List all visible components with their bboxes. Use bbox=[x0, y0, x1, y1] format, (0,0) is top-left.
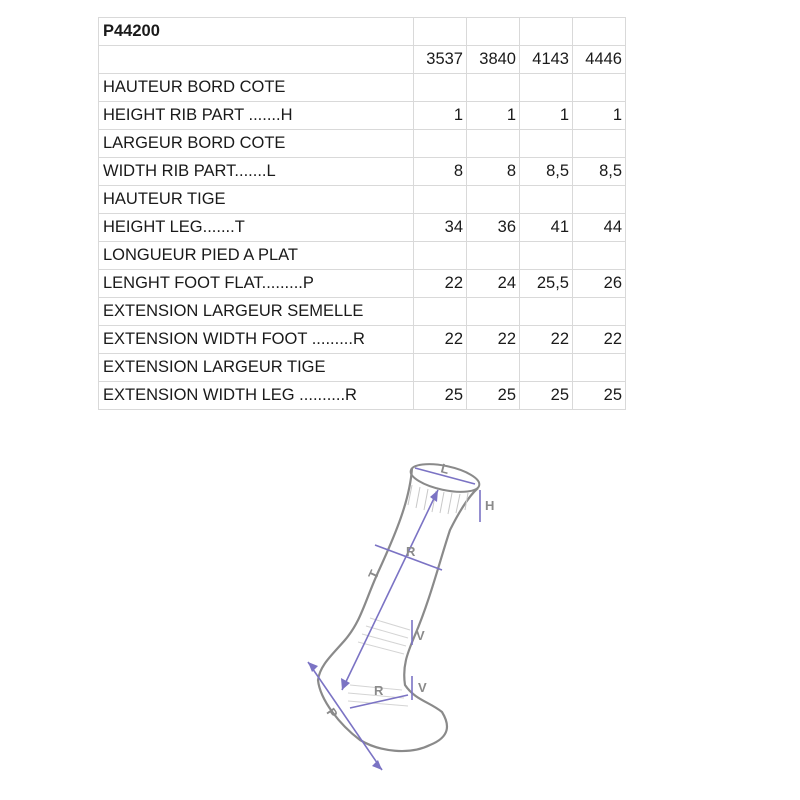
measure-P bbox=[308, 662, 382, 770]
cell-value: 8 bbox=[414, 158, 467, 186]
cell-value: 25 bbox=[520, 382, 573, 410]
table-row-fr bbox=[99, 242, 626, 270]
cell-value: 44 bbox=[573, 214, 626, 242]
size-header: 4446 bbox=[573, 46, 626, 74]
row-label-en: WIDTH RIB PART.......L bbox=[99, 158, 414, 186]
cell-value: 1 bbox=[573, 102, 626, 130]
row-label-en: HEIGHT RIB PART .......H bbox=[99, 102, 414, 130]
table-row bbox=[99, 382, 626, 410]
table-row-fr bbox=[99, 298, 626, 326]
table-row bbox=[99, 214, 626, 242]
table-row-fr bbox=[99, 74, 626, 102]
row-label-fr: LARGEUR BORD COTE bbox=[99, 130, 414, 158]
cell-value: 34 bbox=[414, 214, 467, 242]
cell-value: 1 bbox=[414, 102, 467, 130]
size-header: 3840 bbox=[467, 46, 520, 74]
table-row bbox=[99, 158, 626, 186]
label-R-foot: R bbox=[374, 683, 384, 698]
cell-value: 22 bbox=[520, 326, 573, 354]
cell-value: 36 bbox=[467, 214, 520, 242]
sizes-row bbox=[99, 46, 626, 74]
cell-value: 8 bbox=[467, 158, 520, 186]
cell-value: 1 bbox=[467, 102, 520, 130]
sock-diagram bbox=[290, 440, 510, 790]
label-V-leg: V bbox=[416, 628, 425, 643]
cell-value: 22 bbox=[467, 326, 520, 354]
size-header: 3537 bbox=[414, 46, 467, 74]
label-H: H bbox=[485, 498, 495, 513]
cell-value: 25,5 bbox=[520, 270, 573, 298]
row-label-en: HEIGHT LEG.......T bbox=[99, 214, 414, 242]
table-row-fr bbox=[99, 130, 626, 158]
cell-value: 26 bbox=[573, 270, 626, 298]
cell-value: 22 bbox=[414, 326, 467, 354]
row-label-fr: HAUTEUR BORD COTE bbox=[99, 74, 414, 102]
cell-value: 24 bbox=[467, 270, 520, 298]
size-header: 4143 bbox=[520, 46, 573, 74]
row-label-en: EXTENSION WIDTH FOOT .........R bbox=[99, 326, 414, 354]
cell-value: 22 bbox=[414, 270, 467, 298]
table-row bbox=[99, 326, 626, 354]
cell-value: 25 bbox=[467, 382, 520, 410]
row-label-en: EXTENSION WIDTH LEG ..........R bbox=[99, 382, 414, 410]
measure-T bbox=[342, 490, 438, 690]
cell-value: 1 bbox=[520, 102, 573, 130]
label-L: L bbox=[439, 460, 451, 477]
label-R-leg: R bbox=[406, 544, 416, 559]
cell-value: 41 bbox=[520, 214, 573, 242]
row-label-fr: EXTENSION LARGEUR TIGE bbox=[99, 354, 414, 382]
row-label-fr: LONGUEUR PIED A PLAT bbox=[99, 242, 414, 270]
product-code: P44200 bbox=[99, 18, 414, 46]
table-header-row bbox=[99, 18, 626, 46]
label-T: T bbox=[365, 567, 383, 582]
cell-value: 25 bbox=[573, 382, 626, 410]
table-row bbox=[99, 102, 626, 130]
cell-value: 8,5 bbox=[520, 158, 573, 186]
row-label-fr: EXTENSION LARGEUR SEMELLE bbox=[99, 298, 414, 326]
table-row-fr bbox=[99, 186, 626, 214]
cell-value: 8,5 bbox=[573, 158, 626, 186]
sock-outline bbox=[318, 468, 478, 751]
row-label-en: LENGHT FOOT FLAT.........P bbox=[99, 270, 414, 298]
table-row bbox=[99, 270, 626, 298]
label-V-ankle: V bbox=[418, 680, 427, 695]
row-label-fr: HAUTEUR TIGE bbox=[99, 186, 414, 214]
label-P: P bbox=[323, 705, 341, 721]
cell-value: 25 bbox=[414, 382, 467, 410]
table-row-fr bbox=[99, 354, 626, 382]
size-table bbox=[98, 17, 626, 410]
cell-value: 22 bbox=[573, 326, 626, 354]
